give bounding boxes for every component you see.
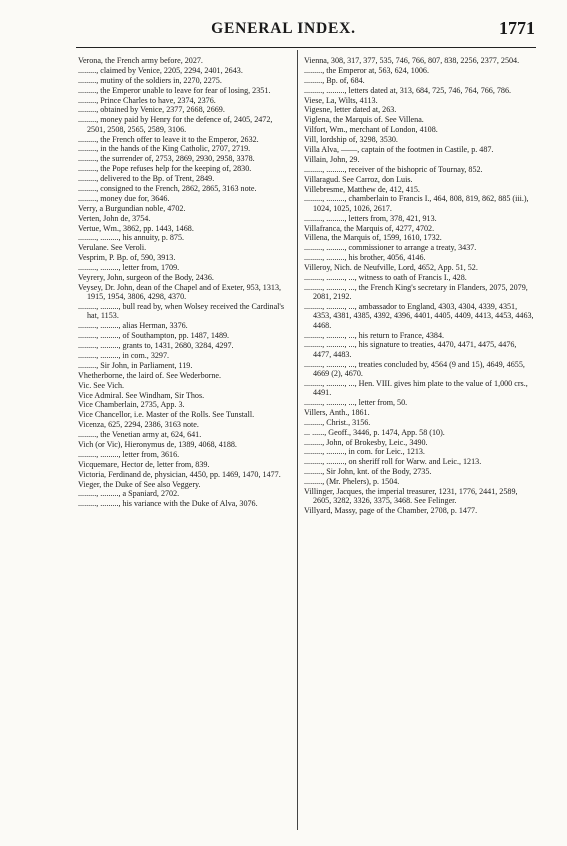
index-entry: ... ......, Geoff., 3446, p. 1474, App. 58 (10). <box>304 427 445 437</box>
index-entry: ........., ........., letter from, 3616. <box>78 449 180 459</box>
index-entry: Vilfort, Wm., merchant of London, 4108. <box>304 125 438 135</box>
index-entry: ........., claimed by Venice, 2205, 2294, 2401, 2643. <box>78 65 243 75</box>
index-entry: Verry, a Burgundian noble, 4702. <box>78 203 186 213</box>
index-entry: ........., Sir John, in Parliament, 119. <box>78 360 193 370</box>
index-entry: Villeroy, Nich. de Neufville, Lord, 4652, App. 51, 52. <box>304 263 478 273</box>
index-entry: ........., ........., on sheriff roll for Warw. and Leic., 1213. <box>304 457 482 467</box>
index-entry: Vice Admiral. See Windham, Sir Thos. <box>78 390 205 400</box>
index-entry: ........., ........., in com. for Leic., 1213. <box>304 447 425 457</box>
index-entry: ........., ........., letters from, 378, 421, 913. <box>304 213 437 223</box>
index-entry: ........., the Pope refuses help for the keeping of, 2830. <box>78 164 252 174</box>
index-entry: Vertue, Wm., 3862, pp. 1443, 1468. <box>78 223 194 233</box>
index-entry: ........., Bp. of, 684. <box>304 75 365 85</box>
index-entry: Vicquemare, Hector de, letter from, 839. <box>78 459 210 469</box>
index-entry: Vigesne, letter dated at, 263. <box>304 105 397 115</box>
page-header <box>0 18 567 42</box>
index-entry: ........., Christ., 3156. <box>304 417 371 427</box>
index-entry: ........., mutiny of the soldiers in, 2270, 2275. <box>78 75 222 85</box>
index-entry: Villinger, Jacques, the imperial treasurer, 1231, 1776, 2441, 2589, 2605, 3282, 3326, 3375, 3468. See Felinger. <box>304 487 518 506</box>
index-entry: Villers, Anth., 1861. <box>304 407 370 417</box>
index-entry: ........., in the hands of the King Catholic, 2707, 2719. <box>78 144 251 154</box>
index-entry: ........., money paid by Henry for the defence of, 2405, 2472, 2501, 2508, 2565, 2589, 3106. <box>78 115 273 134</box>
index-entry: Vice Chamberlain, 2735, App. 3. <box>78 400 185 410</box>
index-entry: ........., ........., letter from, 1709. <box>78 263 180 273</box>
index-entry: ........., obtained by Venice, 2377, 2668, 2669. <box>78 105 225 115</box>
index-entry: ........., ........., ..., witness to oath of Francis I., 428. <box>304 273 467 282</box>
index-entry: Villafranca, the Marquis of, 4277, 4702. <box>304 223 435 233</box>
index-entry: ........., consigned to the French, 2862, 2865, 3163 note. <box>78 183 257 193</box>
index-entry: Villa Alva, ——, captain of the footmen in Castile, p. 487. <box>304 145 494 155</box>
index-entry: ........., ........., a Spaniard, 2702. <box>78 489 180 499</box>
index-entry: ........., the surrender of, 2753, 2869, 2930, 2958, 3378. <box>78 154 255 164</box>
index-entry: ........., delivered to the Bp. of Trent, 2849. <box>78 174 215 184</box>
index-entry: ........., (Mr. Phelers), p. 1504. <box>304 477 400 487</box>
index-entry: ........., the Emperor unable to leave for fear of losing, 2351. <box>78 85 271 95</box>
index-entry: Vicenza, 625, 2294, 2386, 3163 note. <box>78 420 199 430</box>
index-entry: ........., Sir John, knt. of the Body, 2735. <box>304 467 432 477</box>
index-entry: Verulane. See Veroli. <box>78 243 147 253</box>
index-entry: ........., ........., receiver of the bishopric of Tournay, 852. <box>304 164 483 174</box>
index-entry: ........., ........., of Southampton, pp. 1487, 1489. <box>78 331 230 341</box>
index-entry: Villain, John, 29. <box>304 154 360 164</box>
index-entry: ........., ........., his brother, 4056, 4146. <box>304 253 426 263</box>
index-entry: ........., ........., chamberlain to Francis I., 464, 808, 819, 862, 885 (iii.), 1024, 1025, 1026, 2617. <box>304 194 529 213</box>
index-entry: ........., ........., ..., his return to France, 4384. <box>304 330 445 340</box>
index-entry: ........., John, of Brokesby, Leic., 3490. <box>304 437 428 447</box>
index-entry: Veyrery, John, surgeon of the Body, 2436. <box>78 273 214 282</box>
index-entry: Veysey, Dr. John, dean of the Chapel and of Exeter, 953, 1313, 1915, 1954, 3806, 4298, 4370. <box>78 282 282 302</box>
index-entry: Villena, the Marquis of, 1599, 1610, 1732. <box>304 233 442 243</box>
index-entry: ........., the French offer to leave it to the Emperor, 2632. <box>78 134 259 144</box>
index-entry: ........., ........., his annuity, p. 875. <box>78 233 185 243</box>
index-entry: Verona, the French army before, 2027. <box>78 56 203 65</box>
index-entry: Vieger, the Duke of See also Veggery. <box>78 479 201 489</box>
index-entry: ........., ........., grants to, 1431, 2680, 3284, 4297. <box>78 341 234 351</box>
index-entry: ........., ........., bull read by, when Wolsey received the Cardinal's hat, 1153. <box>78 302 285 321</box>
index-entry: ........., Prince Charles to have, 2374, 2376. <box>78 95 216 105</box>
index-entry: ........., the Emperor at, 563, 624, 1006. <box>304 65 429 75</box>
index-entry: Vic. See Vich. <box>78 380 125 390</box>
index-entry: ........., ........., alias Herman, 3376. <box>78 321 188 331</box>
index-entry: Vill, lordship of, 3298, 3530. <box>304 135 398 145</box>
index-entry: ........., ........., letters dated at, 313, 684, 725, 746, 764, 766, 786. <box>304 85 512 95</box>
running-title: GENERAL INDEX. <box>211 20 356 37</box>
index-entry: ........., ........., ..., treaties concluded by, 4564 (9 and 15), 4649, 4655, 4669 (2), 4670. <box>304 359 525 378</box>
index-entry: ........., ........., ..., ambassador to England, 4303, 4304, 4339, 4351, 4353, 4381, 4385, 4392, 4396, 4401, 4405, 4409, 4413, 4453, 4463, 4468. <box>304 302 534 330</box>
index-entry: Villaragud. See Carroz, don Luis. <box>304 174 413 184</box>
index-entry: ........., ........., ..., Hen. VIII. gives him plate to the value of 1,000 crs., 4491. <box>304 378 528 398</box>
index-entry: Villebresme, Matthew de, 412, 415. <box>304 184 420 194</box>
index-entry: Vienna, 308, 317, 377, 535, 746, 766, 807, 838, 2256, 2377, 2504. <box>304 56 520 65</box>
page-number: 1771 <box>499 18 535 38</box>
index-entry: ........., ........., ..., his signature to treaties, 4470, 4471, 4475, 4476, 4477, 4483. <box>304 340 517 359</box>
index-entry: Vich (or Vic), Hieronymus de, 1389, 4068, 4188. <box>78 439 237 449</box>
index-entry: Vesprim, P. Bp. of, 590, 3913. <box>78 253 176 263</box>
index-entry: Vice Chancellor, i.e. Master of the Rolls. See Tunstall. <box>78 410 255 420</box>
index-entry: ........., ........., ..., the French King's secretary in Flanders, 2075, 2079, 2081, 2192. <box>304 282 528 302</box>
header-rule <box>76 47 536 48</box>
index-entry: Verten, John de, 3754. <box>78 213 151 223</box>
index-entry: ........., ........., his variance with the Duke of Alva, 3076. <box>78 499 258 509</box>
index-column-right <box>304 56 536 516</box>
index-entry: Vhetherborne, the laird of. See Wederborne. <box>78 370 222 380</box>
index-entry: ........., ........., commissioner to arrange a treaty, 3437. <box>304 243 477 253</box>
index-entry: ........., the Venetian army at, 624, 641. <box>78 430 202 440</box>
index-entry: ........., money due for, 3646. <box>78 193 170 203</box>
index-entry: Villyard, Massy, page of the Chamber, 2708, p. 1477. <box>304 506 478 516</box>
index-column-left <box>78 56 288 509</box>
index-entry: Victoria, Ferdinand de, physician, 4450, pp. 1469, 1470, 1477. <box>78 469 281 479</box>
index-entry: Viglena, the Marquis of. See Villena. <box>304 115 424 125</box>
index-entry: Viese, La, Wilts, 4113. <box>304 95 378 105</box>
index-entry: ........., ........., ..., letter from, 50. <box>304 398 408 408</box>
column-divider <box>297 50 298 830</box>
index-entry: ........., ........., in com., 3297. <box>78 350 170 360</box>
